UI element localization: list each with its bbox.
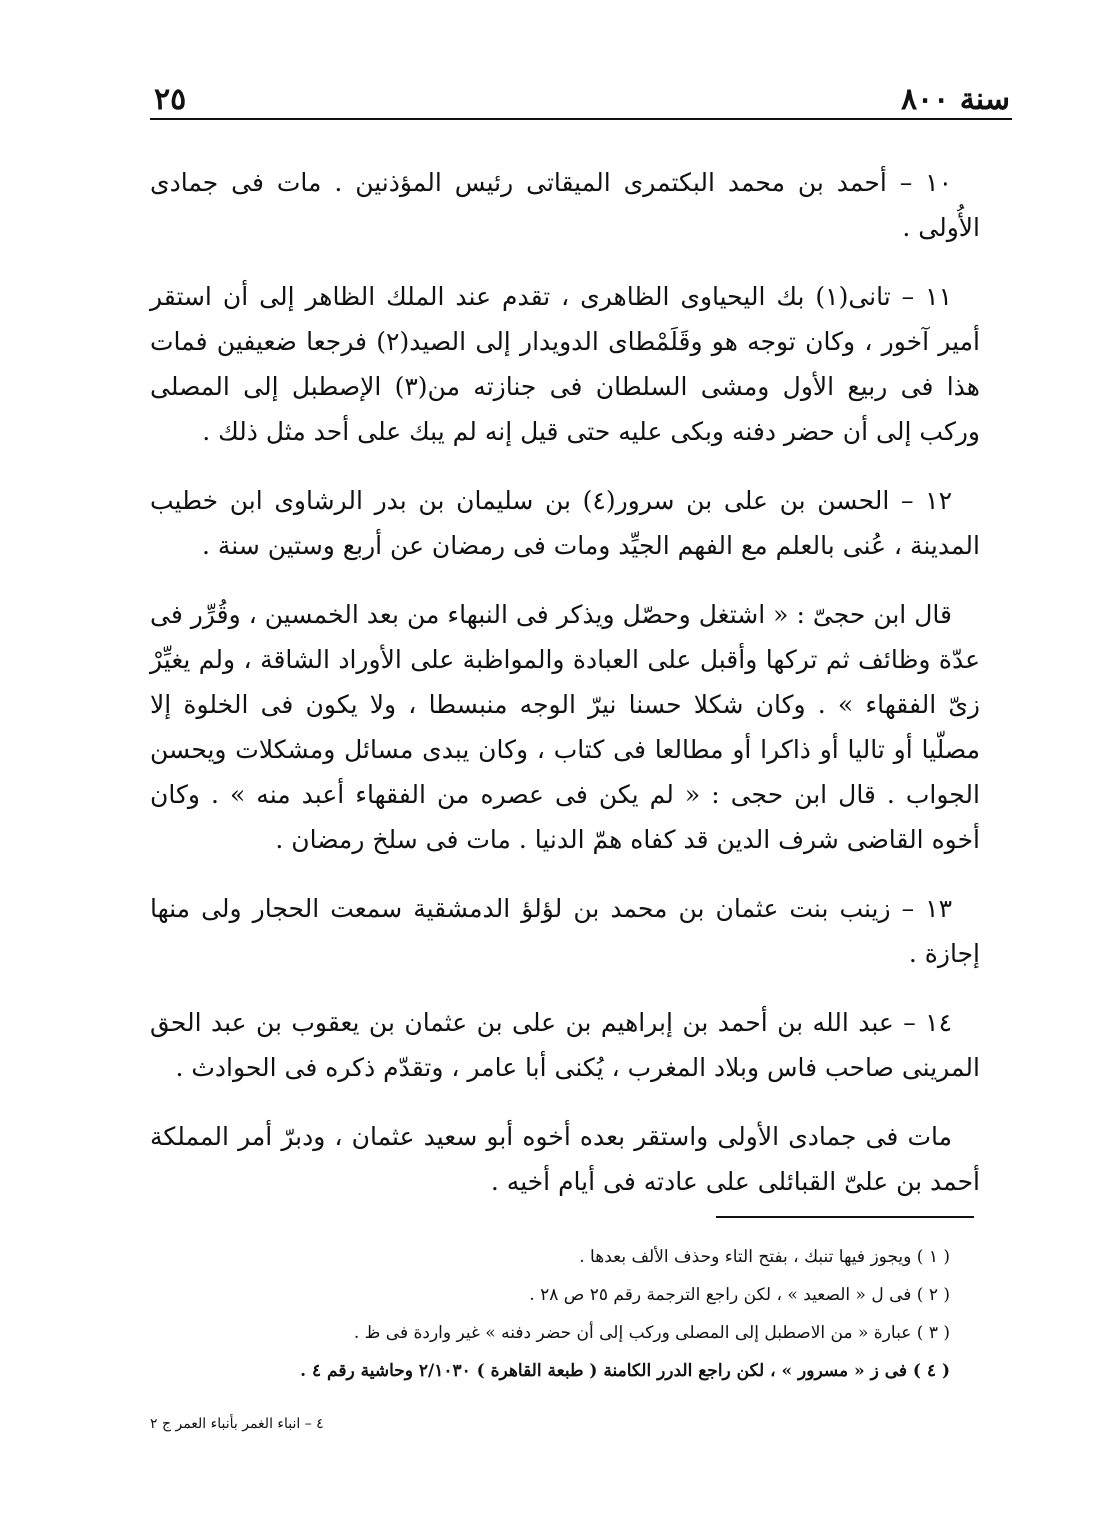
footnote: ( ٣ ) عبارة « من الاصطبل إلى المصلى وركب إلى أن حضر دفنه » غير واردة فى ظ . (353, 1323, 950, 1343)
entry-paragraph: قال ابن حجىّ : « اشتغل وحصّل ويذكر فى النبهاء من بعد الخمسين ، وقُرِّر فى عدّة وظائف ثم تركها وأقبل على العبادة والمواظبة على الأوراد الشاقة ، ولم يغيِّرْ زىّ الفقهاء » . وكان شكلا حسنا نيرّ الوجه منبسطا ، ولا يكون فى الخلوة إلا مصلّيا أو تاليا أو ذاكرا أو مطالعا فى كتاب ، وكان يبدى مسائل ومشكلات ويحسن الجواب . قال ابن حجى : « لم يكن فى عصره من الفقهاء أعبد منه » . وكان أخوه القاضى شرف الدين قد كفاه همّ الدنيا . مات فى سلخ رمضان . (150, 600, 980, 854)
footnote: ( ٢ ) فى ل « الصعيد » ، لكن راجع الترجمة رقم ٢٥ ص ٢٨ . (529, 1285, 950, 1305)
footnote-separator (716, 1216, 974, 1218)
entry-paragraph: ١٣ – زينب بنت عثمان بن محمد بن لؤلؤ الدمشقية سمعت الحجار ولى منها إجازة . (150, 894, 980, 968)
footnotes (150, 1238, 950, 1390)
entry-paragraph: ١٠ – أحمد بن محمد البكتمرى الميقاتى رئيس المؤذنين . مات فى جمادى الأُولى . (150, 168, 980, 242)
main-text (150, 160, 980, 1228)
footnote: ( ٤ ) فى ز « مسرور » ، لكن راجع الدرر الكامنة ( طبعة القاهرة ) ٢/١٠٣٠ وحاشية رقم ٤ . (300, 1361, 950, 1381)
page-number: ٢٥ (154, 82, 187, 117)
entry-paragraph: ١١ – تانى(١) بك اليحياوى الظاهرى ، تقدم عند الملك الظاهر إلى أن استقر أمير آخور ، وكان توجه هو وقَلَمْطاى الدويدار إلى الصيد(٢) فرجعا ضعيفين فمات هذا فى ربيع الأول ومشى السلطان فى جنازته من(٣) الإصطبل إلى المصلى وركب إلى أن حضر دفنه وبكى عليه حتى قيل إنه لم يبك على أحد مثل ذلك . (150, 282, 980, 446)
entry-paragraph: ١٤ – عبد الله بن أحمد بن إبراهيم بن على بن عثمان بن يعقوب بن عبد الحق المرينى صاحب فاس وبلاد المغرب ، يُكنى أبا عامر ، وتقدّم ذكره فى الحوادث . (150, 1008, 980, 1082)
entry-paragraph: مات فى جمادى الأولى واستقر بعده أخوه أبو سعيد عثمان ، ودبرّ أمر المملكة أحمد بن علىّ القبائلى على عادته فى أيام أخيه . (150, 1122, 980, 1196)
footnote: ( ١ ) ويجوز فيها تنبك ، بفتح التاء وحذف الألف بعدها . (579, 1247, 950, 1267)
page-header (150, 78, 1012, 120)
running-head-year: سنة ٨٠٠ (900, 82, 1010, 117)
signature-line: ٤ – انباء الغمر بأنباء العمر ج ٢ (150, 1416, 324, 1432)
entry-paragraph: ١٢ – الحسن بن على بن سرور(٤) بن سليمان بن بدر الرشاوى ابن خطيب المدينة ، عُنى بالعلم مع الفهم الجيِّد ومات فى رمضان عن أربع وستين سنة . (150, 486, 980, 560)
